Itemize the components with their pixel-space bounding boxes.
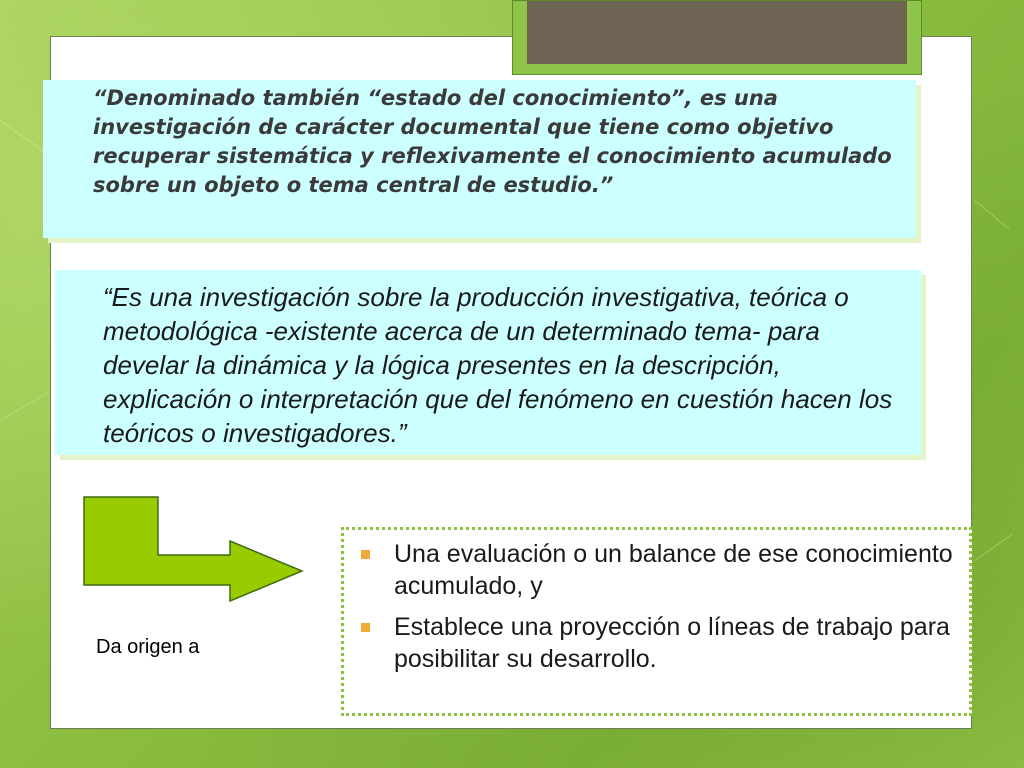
bent-arrow-right-icon bbox=[82, 495, 306, 605]
outcomes-list-box bbox=[341, 527, 972, 716]
list-item-text: Establece una proyección o líneas de trabajo para posibilitar su desarrollo. bbox=[394, 613, 950, 673]
list-item bbox=[356, 538, 957, 602]
arrow-caption: Da origen a bbox=[96, 636, 200, 658]
quote-text-1: “Denominado también “estado del conocimiento”, es una investigación de carácter documental que tiene como objetivo recuperar sistemática y reflexivamente el conocimiento acumulado sobre un objeto o tema central de estudio.” bbox=[93, 86, 892, 197]
outcomes-list bbox=[344, 530, 969, 675]
list-item bbox=[356, 611, 957, 675]
bent-arrow-shape bbox=[84, 497, 302, 601]
background-decoration bbox=[975, 534, 1012, 561]
quote-box-definition-1 bbox=[43, 80, 916, 238]
square-bullet-icon bbox=[361, 550, 370, 559]
quote-box-definition-2 bbox=[55, 270, 921, 455]
quote-text-2: “Es una investigación sobre la producción investigativa, teórica o metodológica -existente acerca de un determinado tema- para develar la dinámica y la lógica presentes en la descripción, explicación o interpretación que del fenómeno en cuestión hacen los teóricos o investigadores.” bbox=[103, 282, 893, 448]
list-item-text: Una evaluación o un balance de ese conocimiento acumulado, y bbox=[394, 540, 953, 600]
square-bullet-icon bbox=[361, 623, 370, 632]
header-image-frame bbox=[512, 0, 922, 75]
background-decoration bbox=[975, 200, 1010, 230]
header-image bbox=[527, 1, 907, 64]
background-decoration bbox=[0, 393, 48, 421]
